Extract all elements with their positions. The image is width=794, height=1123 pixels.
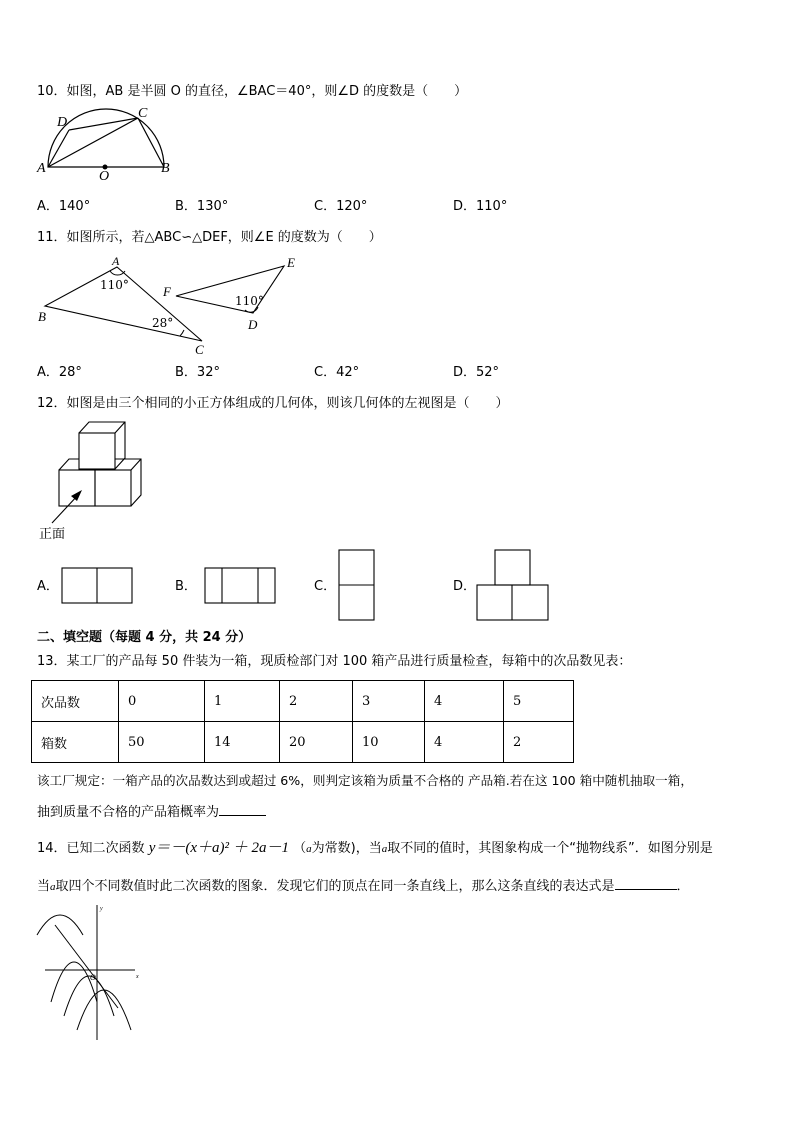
q11-option-a: A．28° <box>37 365 82 380</box>
q14-line1-end: 取不同的值时，其图象构成一个“抛物线系”．如图分别是 <box>387 841 713 856</box>
q14-line2-text: 取四个不同数值时此二次函数的图象．发现它们的顶点在同一条直线上，那么这条直线的表达式是 <box>55 879 615 894</box>
q14-graph-y-label: y <box>100 906 103 912</box>
q14-line2-start: 当 <box>37 879 51 894</box>
q11-option-d: D．52° <box>453 365 500 380</box>
q10-label-a: A <box>37 161 46 176</box>
table-cell: 2 <box>280 681 353 722</box>
table-header-defects: 次品数 <box>32 681 119 722</box>
q10-option-a: A．140° <box>37 199 91 214</box>
q14-line1-text: 为常数)，当 <box>311 841 382 856</box>
q13-stem: 13．某工厂的产品每 50 件装为一箱，现质检部门对 100 箱产品进行质量检查，每箱中的次品数见表： <box>37 654 632 669</box>
q11-option-c: C．42° <box>314 365 360 380</box>
q10-stem: 10．如图，AB 是半圆 O 的直径，∠BAC＝40°，则∠D 的度数是（ ） <box>37 84 468 99</box>
table-cell: 20 <box>280 722 353 763</box>
q14-period: ． <box>676 879 690 894</box>
q14-intro: 14．已知二次函数 <box>37 841 145 856</box>
q13-question-text: 抽到质量不合格的产品箱概率为 <box>37 805 220 820</box>
q11-label-d: D <box>248 317 258 332</box>
q10-option-d: D．110° <box>453 199 508 214</box>
table-cell: 3 <box>353 681 425 722</box>
q10-label-b: B <box>161 161 170 176</box>
q14-var-a: a <box>306 843 312 855</box>
q11-angle-d: 110° <box>235 294 264 308</box>
q12-option-b: B． <box>175 579 197 594</box>
table-cell: 4 <box>425 681 504 722</box>
q11-angle-c: 28° <box>152 316 174 330</box>
section-title-fill-blank: 二、填空题（每题 4 分，共 24 分） <box>37 630 252 645</box>
q10-label-o: O <box>99 169 110 184</box>
q13-rule-text: 该工厂规定：一箱产品的次品数达到或超过 6%，则判定该箱为质量不合格的 产品箱.若在这 100 箱中随机抽取一箱， <box>37 773 693 788</box>
table-cell: 1 <box>205 681 280 722</box>
q11-label-e: E <box>287 255 295 270</box>
q10-option-b: B．130° <box>175 199 229 214</box>
q10-label-c: C <box>138 106 148 121</box>
q11-label-b: B <box>38 309 46 324</box>
table-cell: 2 <box>504 722 574 763</box>
q12-option-a: A． <box>37 579 59 594</box>
q14-graph-origin-label: O <box>90 973 96 982</box>
q11-label-c: C <box>195 342 204 357</box>
q14-formula: y＝－(x＋a)² ＋ 2a－1 <box>148 840 289 856</box>
q12-front-label: 正面 <box>39 527 66 542</box>
q11-label-f: F <box>163 284 171 299</box>
q14-graph-x-label: x <box>136 974 139 980</box>
table-cell: 50 <box>119 722 205 763</box>
q14-paren: （ <box>293 841 307 856</box>
q12-stem: 12．如图是由三个相同的小正方体组成的几何体，则该几何体的左视图是（ ） <box>37 396 509 411</box>
q11-stem: 11．如图所示，若△ABC∽△DEF，则∠E 的度数为（ ） <box>37 230 382 245</box>
table-cell: 4 <box>425 722 504 763</box>
q14-var-a: a <box>50 881 56 893</box>
table-cell: 0 <box>119 681 205 722</box>
table-cell: 14 <box>205 722 280 763</box>
q14-var-a: a <box>381 843 388 855</box>
q10-label-d: D <box>57 115 68 130</box>
q12-option-c: C． <box>314 579 337 594</box>
q11-option-b: B．32° <box>175 365 220 380</box>
table-cell: 5 <box>504 681 574 722</box>
q11-angle-a: 110° <box>100 278 129 292</box>
table-header-boxes: 箱数 <box>32 722 119 763</box>
q10-option-c: C．120° <box>314 199 368 214</box>
table-cell: 10 <box>353 722 425 763</box>
q12-option-d: D． <box>453 579 477 594</box>
q11-label-a: A <box>112 254 120 268</box>
